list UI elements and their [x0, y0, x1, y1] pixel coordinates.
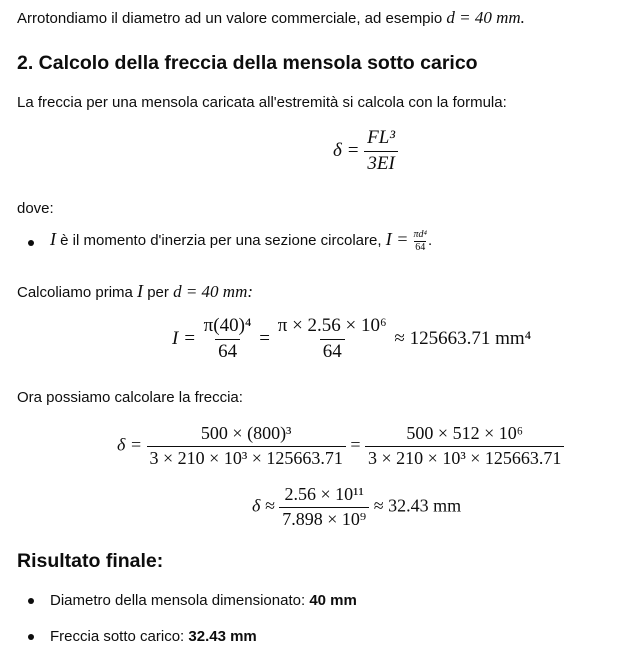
result-item-diameter: [50, 591, 357, 611]
calc-intro: [17, 281, 253, 303]
eqI-fraction-2: [275, 316, 390, 363]
eqD2-lhs: δ ≈: [252, 495, 275, 516]
eqD1-f1-den: 3 × 210 × 10³ × 125663.71: [147, 446, 346, 469]
eqI-equals: =: [259, 327, 270, 349]
result-label: Freccia sotto carico:: [50, 628, 185, 645]
eqD2-rhs: ≈ 32.43 mm: [373, 495, 462, 516]
dove-label: dove:: [17, 200, 54, 217]
calc-t2: per: [147, 284, 169, 301]
formula-fraction: [364, 128, 398, 175]
eqD1-f2-den: 3 × 210 × 10³ × 125663.71: [365, 446, 564, 469]
eqD1-f1-num: 500 × (800)³: [200, 423, 292, 443]
deflection-equation-2: [252, 485, 461, 530]
deflection-formula: [333, 128, 398, 175]
eqI-lhs: I =: [172, 327, 196, 349]
eqD2-num: 2.56 × 10¹¹: [284, 484, 364, 504]
eqI-fraction-1: [201, 316, 255, 363]
intro-line: [17, 8, 525, 29]
bullet-dot: [28, 598, 34, 604]
result-item-deflection: [50, 627, 257, 647]
eqI-rhs: ≈ 125663.71 mm⁴: [394, 327, 532, 349]
eqD1-equals: =: [350, 434, 361, 455]
eqD2-den: 7.898 × 10⁹: [279, 507, 369, 530]
bullet-dot: [28, 634, 34, 640]
result-value: 40 mm: [309, 592, 357, 609]
freccia-intro: Ora possiamo calcolare la freccia:: [17, 389, 243, 406]
bullet-dot: [28, 240, 34, 246]
formula-lhs: δ =: [333, 139, 360, 161]
eqD2-fraction: [279, 485, 369, 530]
intro-math: d = 40 mm.: [446, 8, 525, 27]
result-heading: Risultato finale:: [17, 550, 164, 572]
eqD1-f2-num: 500 × 512 × 10⁶: [406, 423, 523, 443]
inertia-den: 64: [415, 241, 426, 253]
inertia-text: è il momento d'inerzia per una sezione circolare,: [60, 232, 382, 249]
eqD1-lhs: δ =: [117, 434, 143, 455]
result-value: 32.43 mm: [188, 628, 257, 645]
inertia-fraction: [413, 230, 429, 253]
eqI-f1-num: π(40)⁴: [203, 315, 252, 336]
section-heading: 2. Calcolo della freccia della mensola sotto carico: [17, 52, 478, 74]
result-label: Diametro della mensola dimensionato:: [50, 592, 306, 609]
eqD1-fraction-2: [365, 424, 564, 469]
inertia-num: πd⁴: [413, 228, 428, 240]
eqI-f2-num: π × 2.56 × 10⁶: [277, 315, 387, 336]
deflection-equation-1: [117, 424, 564, 469]
calc-math: d = 40 mm:: [173, 282, 254, 301]
calc-var: I: [137, 281, 144, 301]
intro-text: Arrotondiamo il diametro ad un valore commerciale, ad esempio: [17, 10, 443, 27]
inertia-equation: [172, 316, 531, 363]
inertia-bullet: [50, 229, 432, 253]
calc-t1: Calcoliamo prima: [17, 284, 133, 301]
formula-intro: La freccia per una mensola caricata all'estremità si calcola con la formula:: [17, 94, 507, 111]
eqI-f1-den: 64: [215, 339, 240, 363]
eqI-f2-den: 64: [320, 339, 345, 363]
inertia-lhs: I =: [385, 229, 409, 249]
inertia-end: .: [428, 232, 433, 249]
formula-denominator: 3EI: [364, 151, 397, 175]
formula-numerator: FL³: [367, 127, 396, 148]
inertia-var: I: [50, 229, 56, 249]
eqD1-fraction-1: [147, 424, 346, 469]
